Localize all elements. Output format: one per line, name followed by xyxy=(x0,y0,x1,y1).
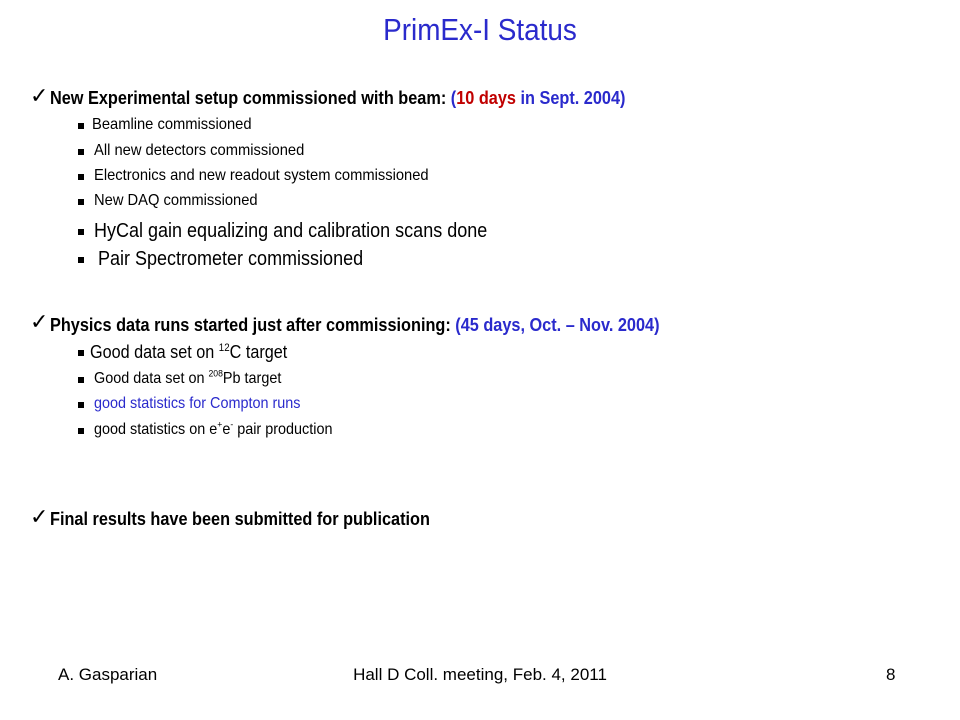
section2-heading-text: Physics data runs started just after commissioning: xyxy=(50,314,456,335)
section1-item: New DAQ commissioned xyxy=(94,192,258,209)
item-text: pair production xyxy=(233,421,333,438)
check-icon: ✓ xyxy=(30,505,49,530)
section1-heading-text: New Experimental setup commissioned with beam: xyxy=(50,87,451,108)
square-bullet-icon xyxy=(78,199,84,205)
section2-item-compton: good statistics for Compton runs xyxy=(94,395,301,412)
section1-when: in Sept. 2004) xyxy=(515,87,626,108)
section2-item-lead xyxy=(94,370,281,388)
section1-item: Electronics and new readout system commissioned xyxy=(94,167,429,184)
item-text: e xyxy=(222,421,231,438)
section1-item: Beamline commissioned xyxy=(92,116,252,133)
square-bullet-icon xyxy=(78,428,84,434)
check-icon: ✓ xyxy=(30,310,49,335)
section2-heading xyxy=(50,314,660,336)
item-text: Good data set on xyxy=(94,370,209,387)
charge-sign: - xyxy=(230,419,234,431)
square-bullet-icon xyxy=(78,402,84,408)
square-bullet-icon xyxy=(78,377,84,383)
square-bullet-icon xyxy=(78,174,84,180)
section1-heading xyxy=(50,87,625,109)
footer-page-number: 8 xyxy=(886,665,896,684)
square-bullet-icon xyxy=(78,257,84,263)
square-bullet-icon xyxy=(78,229,84,235)
section2-item-pair xyxy=(94,421,332,439)
section1-item: All new detectors commissioned xyxy=(94,142,305,159)
section2-item-carbon xyxy=(90,342,287,363)
isotope-number: 208 xyxy=(208,368,223,380)
section3-heading: Final results have been submitted for publication xyxy=(50,508,430,529)
square-bullet-icon xyxy=(78,123,84,129)
section1-item: HyCal gain equalizing and calibration scans done xyxy=(94,220,488,242)
section2-period: (45 days, Oct. – Nov. 2004) xyxy=(455,314,660,335)
check-icon: ✓ xyxy=(30,84,49,109)
section1-paren: ( xyxy=(450,87,457,108)
item-text: good statistics on e xyxy=(94,421,218,438)
square-bullet-icon xyxy=(78,350,84,356)
item-text: C target xyxy=(229,342,288,362)
item-text: Pb target xyxy=(222,370,282,387)
section1-days: 10 days xyxy=(456,87,516,108)
footer-meeting: Hall D Coll. meeting, Feb. 4, 2011 xyxy=(353,665,607,684)
footer-author: A. Gasparian xyxy=(58,665,158,684)
section1-item: Pair Spectrometer commissioned xyxy=(98,248,364,270)
isotope-number: 12 xyxy=(218,342,230,354)
slide-title: PrimEx-I Status xyxy=(383,12,577,47)
charge-sign: + xyxy=(217,419,223,431)
square-bullet-icon xyxy=(78,149,84,155)
item-text: Good data set on xyxy=(90,342,219,362)
